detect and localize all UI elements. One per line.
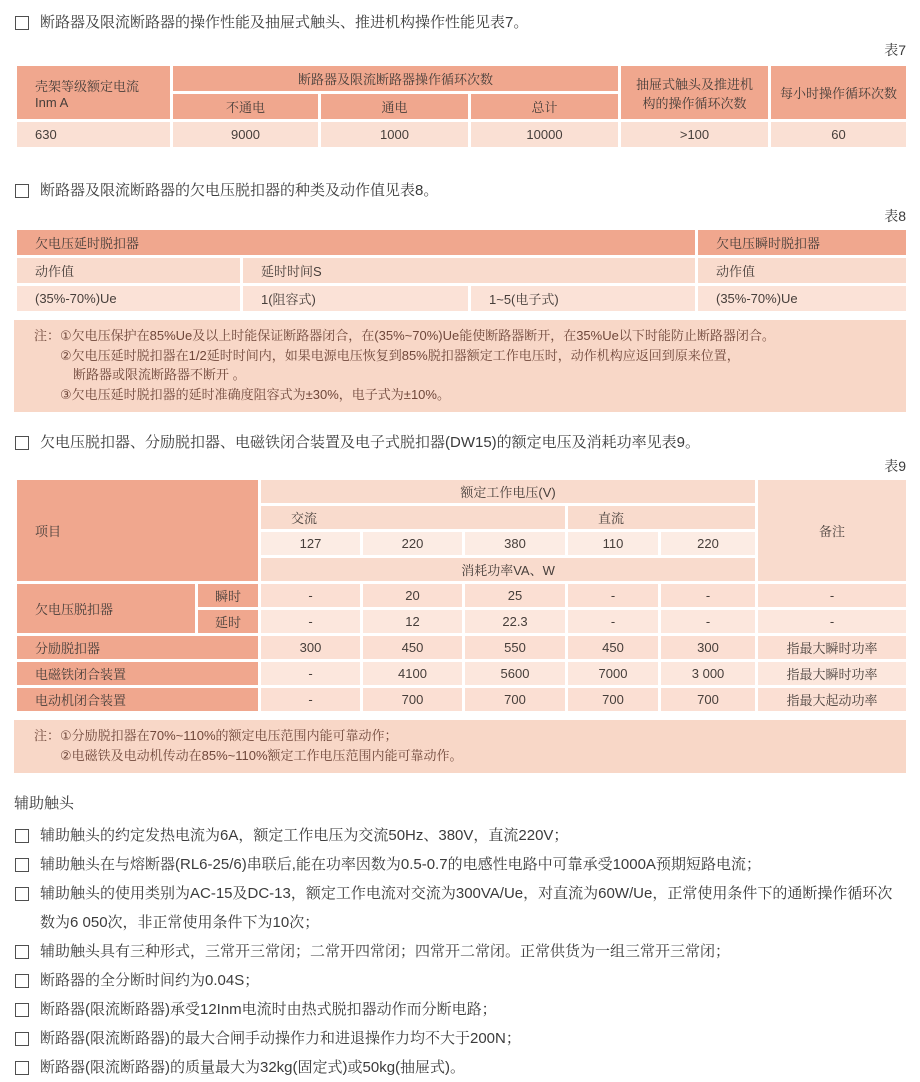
t9-cell: 700 xyxy=(660,687,757,713)
table-row xyxy=(16,661,908,687)
t9-rowname-undervoltage-release: 欠电压脱扣器 xyxy=(16,583,197,635)
t9-cell: 300 xyxy=(260,635,362,661)
t9-cell: - xyxy=(260,609,362,635)
t7-header-drawer-line2: 构的操作循环次数 xyxy=(642,95,747,111)
t9-cell: - xyxy=(660,583,757,609)
table-row xyxy=(16,285,908,313)
bullet-text: 辅助触头的约定发热电流为6A，额定工作电压为交流50Hz、380V，直流220V； xyxy=(40,827,569,844)
t9-cell: 450 xyxy=(567,635,660,661)
section-heading-auxiliary-contacts: 辅助触头 xyxy=(14,795,75,812)
t8-subheader-action-value: 动作值 xyxy=(16,257,242,285)
t7-cell-gt100: >100 xyxy=(620,121,770,149)
auxiliary-bullet-list xyxy=(14,821,906,1082)
table-row xyxy=(16,687,908,713)
t9-cell: 20 xyxy=(362,583,464,609)
bullet-text: 断路器(限流断路器)的最大合闸手动操作力和进退操作力均不大于200N； xyxy=(40,1030,521,1047)
note-line: ③欠电压延时脱扣器的延时准确度阻容式为±30%，电子式为±10%。 xyxy=(60,386,450,402)
t8-subheader-delay-time: 延时时间S xyxy=(242,257,697,285)
t9-cell: 700 xyxy=(567,687,660,713)
table9-label: 表9 xyxy=(884,458,906,474)
t9-remark-cell: 指最大瞬时功率 xyxy=(757,661,908,687)
list-item xyxy=(14,850,906,879)
t7-header-cycles-group: 断路器及限流断路器操作循环次数 xyxy=(172,65,620,93)
t7-header-drawer-line1: 抽屉式触头及推进机 xyxy=(636,76,754,92)
t9-remark-cell: - xyxy=(757,583,908,609)
table9-rated-voltage-power xyxy=(14,477,909,714)
t9-remark-cell: - xyxy=(757,609,908,635)
t7-cell-1000: 1000 xyxy=(320,121,470,149)
t7-cell-9000: 9000 xyxy=(172,121,320,149)
t9-header-220v-ac: 220 xyxy=(362,531,464,557)
table8-undervoltage-release xyxy=(14,227,909,314)
t9-header-power-consumption: 消耗功率VA、W xyxy=(260,557,757,583)
square-bullet-icon xyxy=(15,1032,29,1046)
note-line: 注：①分励脱扣器在70%~110%的额定电压范围内能可靠动作； xyxy=(34,728,398,743)
t9-header-dc: 直流 xyxy=(567,505,757,531)
t9-header-ac: 交流 xyxy=(260,505,567,531)
t9-cell: 700 xyxy=(464,687,567,713)
table8-notes-block xyxy=(14,320,906,412)
bullet-text: 欠电压脱扣器、分励脱扣器、电磁铁闭合装置及电子式脱扣器(DW15)的额定电压及消耗功率见表9。 xyxy=(40,434,701,451)
list-item xyxy=(14,879,906,937)
t7-header-hourly-cycles: 每小时操作循环次数 xyxy=(770,65,908,121)
bullet-item-table9-intro xyxy=(14,428,906,457)
bullet-text: 断路器(限流断路器)的质量最大为32kg(固定式)或50kg(抽屉式)。 xyxy=(40,1059,466,1076)
bullet-text: 辅助触头在与熔断器(RL6-25/6)串联后,能在功率因数为0.5-0.7的电感性电路中可靠承受1000A预期短路电流； xyxy=(40,856,761,873)
table-row xyxy=(16,121,908,149)
list-item xyxy=(14,821,906,850)
note-line: 注：①欠电压保护在85%Ue及以上时能保证断路器闭合，在(35%~70%)Ue能使断路器断开，在35%Ue以下时能防止断路器闭合。 xyxy=(34,328,775,343)
t8-subheader-action-value2: 动作值 xyxy=(697,257,908,285)
t9-cell: 3 000 xyxy=(660,661,757,687)
t9-cell: 7000 xyxy=(567,661,660,687)
list-item xyxy=(14,966,906,995)
bullet-text: 辅助触头的使用类别为AC-15及DC-13，额定工作电流对交流为300VA/Ue，对直流为60W/Ue，正常使用条件下的通断操作循环次数为6 050次，非正常使用条件下为10次； xyxy=(40,885,893,931)
t8-cell-ue-range: (35%-70%)Ue xyxy=(16,285,242,313)
document-page xyxy=(14,0,906,1082)
t9-cell: - xyxy=(660,609,757,635)
list-item xyxy=(14,1024,906,1053)
t8-cell-rc-type: 1(阻容式) xyxy=(242,285,470,313)
t9-remark-cell: 指最大瞬时功率 xyxy=(757,635,908,661)
t9-header-380v: 380 xyxy=(464,531,567,557)
list-item xyxy=(14,1053,906,1082)
table9-notes-block xyxy=(14,720,906,773)
list-item xyxy=(14,995,906,1024)
t8-header-delay-release: 欠电压延时脱扣器 xyxy=(16,229,697,257)
t7-subheader-total: 总计 xyxy=(470,93,620,121)
t9-cell: - xyxy=(567,583,660,609)
t9-header-item: 项目 xyxy=(16,479,260,583)
t8-cell-electronic-type: 1~5(电子式) xyxy=(470,285,697,313)
t7-cell-60: 60 xyxy=(770,121,908,149)
table7-label: 表7 xyxy=(884,42,906,58)
t7-header-frame-current xyxy=(16,65,172,121)
t9-cell: - xyxy=(260,687,362,713)
t9-cell: 12 xyxy=(362,609,464,635)
table7-operating-performance xyxy=(14,63,909,150)
table8-label: 表8 xyxy=(884,208,906,224)
t9-cell: - xyxy=(260,661,362,687)
t9-header-110v: 110 xyxy=(567,531,660,557)
t9-cell: 550 xyxy=(464,635,567,661)
note-line: ②欠电压延时脱扣器在1/2延时时间内，如果电源电压恢复到85%脱扣器额定工作电压时，动作机构应返回到原来位置， xyxy=(60,347,740,363)
square-bullet-icon xyxy=(15,1061,29,1075)
t9-cell: 5600 xyxy=(464,661,567,687)
note-line: 断路器或限流断路器不断开 。 xyxy=(73,367,246,382)
t9-cell: 700 xyxy=(362,687,464,713)
t7-subheader-no-current: 不通电 xyxy=(172,93,320,121)
square-bullet-icon xyxy=(15,887,29,901)
square-bullet-icon xyxy=(15,945,29,959)
note-line: ②电磁铁及电动机传动在85%~110%额定工作电压范围内能可靠动作。 xyxy=(60,747,463,763)
t7-header-frame-line1: 壳架等级额定电流 xyxy=(35,78,140,94)
t7-cell-10000: 10000 xyxy=(470,121,620,149)
t7-header-drawer-cycles xyxy=(620,65,770,121)
t7-cell-630: 630 xyxy=(16,121,172,149)
t9-cell: 4100 xyxy=(362,661,464,687)
t8-cell-ue-range2: (35%-70%)Ue xyxy=(697,285,908,313)
square-bullet-icon xyxy=(15,974,29,988)
table-row xyxy=(16,583,908,609)
t9-cell: 25 xyxy=(464,583,567,609)
t8-header-instant-release: 欠电压瞬时脱扣器 xyxy=(697,229,908,257)
bullet-text: 断路器(限流断路器)承受12Inm电流时由热式脱扣器动作而分断电路； xyxy=(40,1001,497,1018)
square-bullet-icon xyxy=(15,436,29,450)
list-item xyxy=(14,937,906,966)
t9-subrow-delay: 延时 xyxy=(197,609,260,635)
square-bullet-icon xyxy=(15,16,29,30)
t7-header-frame-line2: Inm A xyxy=(35,94,69,110)
square-bullet-icon xyxy=(15,1003,29,1017)
t9-header-220v-dc: 220 xyxy=(660,531,757,557)
t9-cell: - xyxy=(260,583,362,609)
t9-rowname-motor-closing: 电动机闭合装置 xyxy=(16,687,260,713)
t9-header-remark: 备注 xyxy=(757,479,908,583)
t9-header-rated-voltage: 额定工作电压(V) xyxy=(260,479,757,505)
bullet-text: 辅助触头具有三种形式，三常开三常闭；二常开四常闭；四常开二常闭。正常供货为一组三常开三常闭； xyxy=(40,943,731,960)
bullet-item-table7-intro xyxy=(14,8,906,37)
bullet-text: 断路器及限流断路器的欠电压脱扣器的种类及动作值见表8。 xyxy=(40,182,439,199)
t9-cell: 22.3 xyxy=(464,609,567,635)
t7-subheader-with-current: 通电 xyxy=(320,93,470,121)
square-bullet-icon xyxy=(15,184,29,198)
t9-cell: 300 xyxy=(660,635,757,661)
bullet-text: 断路器的全分断时间约为0.04S； xyxy=(40,972,260,989)
t9-header-127v: 127 xyxy=(260,531,362,557)
t9-cell: 450 xyxy=(362,635,464,661)
square-bullet-icon xyxy=(15,829,29,843)
t9-cell: - xyxy=(567,609,660,635)
t9-rowname-shunt-release: 分励脱扣器 xyxy=(16,635,260,661)
table-row xyxy=(16,635,908,661)
bullet-item-table8-intro xyxy=(14,176,906,205)
t9-subrow-instant: 瞬时 xyxy=(197,583,260,609)
bullet-text: 断路器及限流断路器的操作性能及抽屉式触头、推进机构操作性能见表7。 xyxy=(40,14,529,31)
t9-rowname-electromagnet-closing: 电磁铁闭合装置 xyxy=(16,661,260,687)
square-bullet-icon xyxy=(15,858,29,872)
t9-remark-cell: 指最大起动功率 xyxy=(757,687,908,713)
